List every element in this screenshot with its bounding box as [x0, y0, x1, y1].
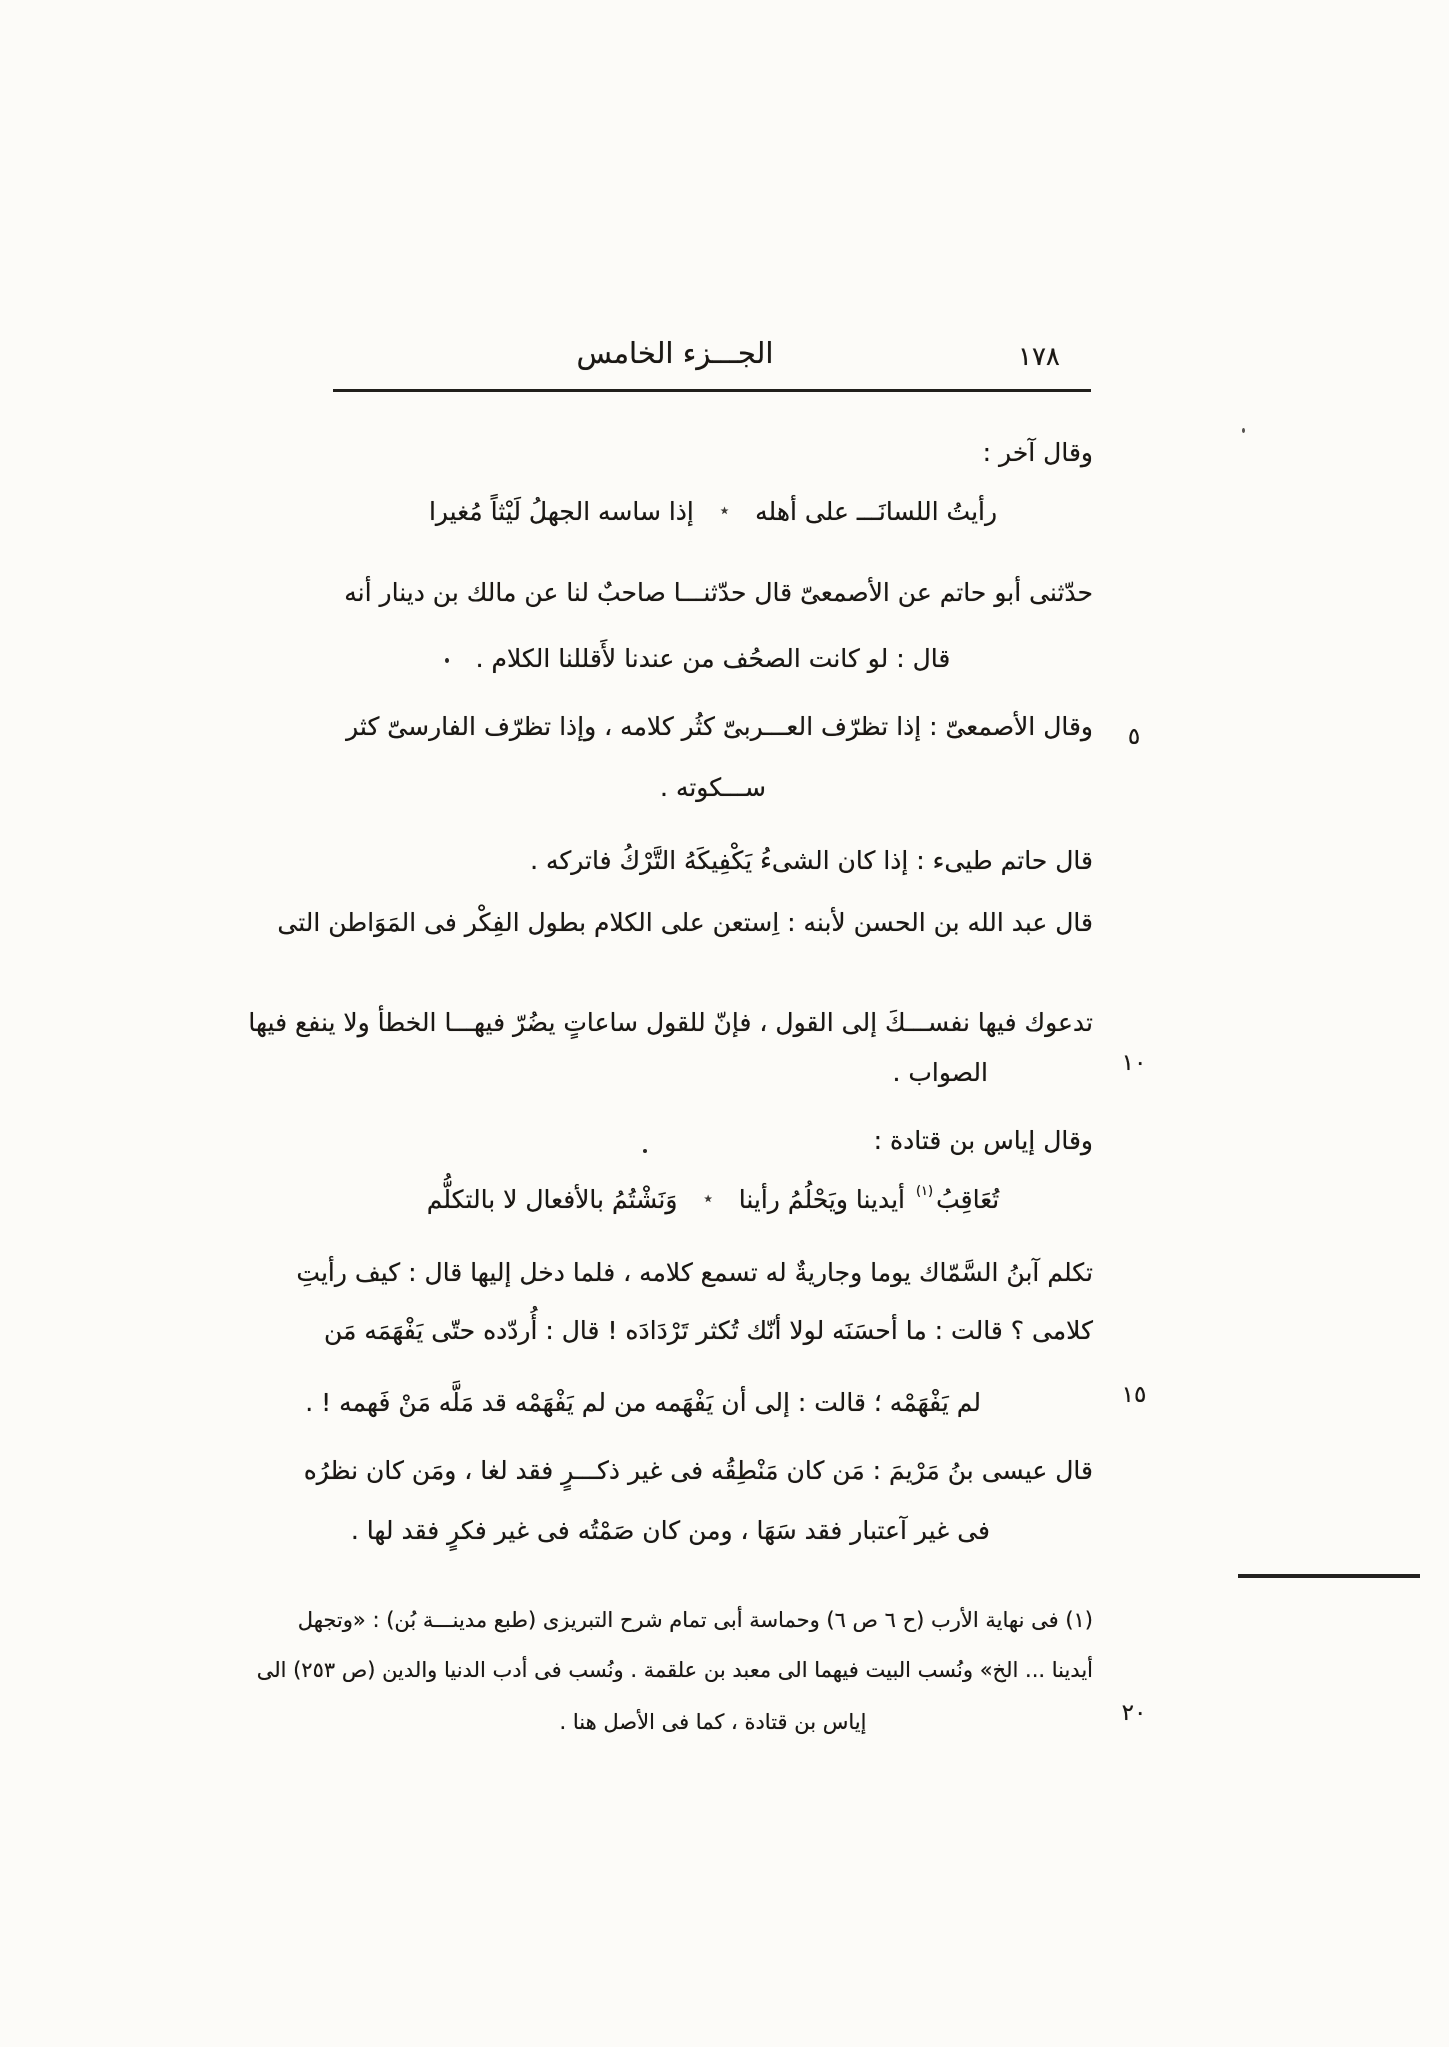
verse-separator-icon: ٭: [703, 1189, 713, 1209]
body-line: وقال آخر :: [982, 438, 1093, 467]
scan-speck: [643, 1149, 647, 1153]
body-line: قال عبد الله بن الحسن لأبنه : اِستعن على الكلام بطول الفِكْر فى المَوَاطن التى: [277, 908, 1093, 937]
verse-hemistich-left: وَنَشْتُمُ بالأفعال لا بالتكلُّم: [426, 1185, 678, 1214]
body-line: تدعوك فيها نفســـكَ إلى القول ، فإنّ للقول ساعاتٍ يضُرّ فيهـــا الخطأ ولا ينفع فيها: [248, 1008, 1093, 1037]
body-line: حدّثنى أبو حاتم عن الأصمعىّ قال حدّثنـــا صاحبٌ لنا عن مالك بن دينار أنه: [344, 578, 1093, 607]
scan-speck: [1242, 428, 1245, 433]
page-title: الجـــزء الخامس: [576, 336, 774, 370]
body-line: قال حاتم طيىء : إذا كان الشىءُ يَكْفِيكَهُ التَّرْكُ فاتركه .: [530, 846, 1093, 875]
verse-hemistich-left: إذا ساسه الجهلُ لَيْثاً مُغيرا: [428, 497, 694, 526]
footnote-line: أيدينا ... الخ» ونُسب البيت فيهما الى معبد بن علقمة . ونُسب فى أدب الدنيا والدين (ص ٢٥٣) الى: [256, 1658, 1093, 1682]
body-line: تكلم آبنُ السَّمّاك يوما وجاريةٌ له تسمع كلامه ، فلما دخل إليها قال : كيف رأيتِ: [296, 1258, 1093, 1287]
verse-separator-icon: ٭: [719, 501, 730, 521]
body-line: فى غير آعتبار فقد سَهَا ، ومن كان صَمْتُه فى غير فكرٍ فقد لها .: [350, 1516, 990, 1545]
body-line: وقال الأصمعىّ : إذا تظرّف العـــربىّ كثُر كلامه ، وإذا تظرّف الفارسىّ كثر: [346, 712, 1093, 741]
verse-hemistich-right: رأيتُ اللسانَـــ على أهله: [755, 497, 998, 526]
verse-line: [333, 497, 1093, 526]
verse-rest: أيدينا ويَحْلُمُ رأينا: [738, 1185, 905, 1214]
verse-hemistich-right: [739, 1185, 1000, 1214]
margin-line-number-10: ١٠: [1121, 1050, 1147, 1076]
footnote-marker: (١): [915, 1183, 934, 1199]
body-line: قال عيسى بنُ مَرْيمَ : مَن كان مَنْطِقُه فى غير ذكـــرٍ فقد لغا ، ومَن كان نظرُه: [303, 1456, 1093, 1485]
footnote-separator: [1238, 1574, 1420, 1578]
body-line: وقال إياس بن قتادة :: [873, 1126, 1093, 1155]
body-line: قال : لو كانت الصحُف من عندنا لأَقللنا الكلام .: [475, 644, 951, 673]
body-line: ســـكوته .: [660, 773, 766, 802]
margin-line-number-20: ٢٠: [1121, 1700, 1147, 1726]
margin-line-number-5: ٥: [1127, 724, 1141, 750]
verse-line: [333, 1185, 1093, 1214]
body-line: كلامى ؟ قالت : ما أحسَنَه لولا أنّك تُكثر تَرْدَادَه ! قال : أُردّده حتّى يَفْهَمَه مَن: [323, 1316, 1093, 1345]
verse-word: تُعَاقِبُ: [936, 1185, 1000, 1214]
footnote-line: (١) فى نهاية الأرب (ح ٦ ص ٦) وحماسة أبى تمام شرح التبريزى (طبع مدينـــة بُن) : «وتجهل: [297, 1608, 1093, 1632]
body-line: لم يَفْهَمْه ؛ قالت : إلى أن يَفْهَمه من لم يَفْهَمْه قد مَلَّه مَنْ فَهمه ! .: [305, 1388, 981, 1417]
page-number: ١٧٨: [1018, 342, 1060, 372]
scan-speck: [445, 658, 449, 663]
body-text-block: [248, 0, 1093, 2047]
footnote-line: إياس بن قتادة ، كما فى الأصل هنا .: [559, 1710, 867, 1734]
body-line: الصواب .: [892, 1058, 988, 1087]
margin-line-number-15: ١٥: [1121, 1382, 1147, 1408]
